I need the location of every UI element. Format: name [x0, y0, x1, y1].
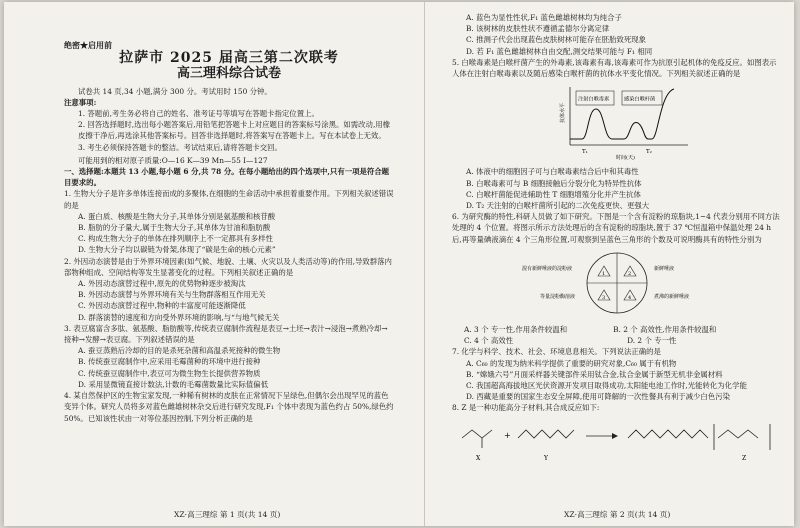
plus-sign-1: +: [504, 430, 511, 440]
question-2-option: D. 群落演替的速度和方向受外界环境的影响,与“与地气候无关: [78, 312, 280, 322]
question-7-stem: 7. 化学与科学、技术、社会、环境息息相关。下列说法正确的是: [452, 347, 661, 357]
secret-label: 绝密★启用前: [64, 40, 112, 50]
label-top-left: 混有新鲜唾液的淀粉液: [522, 265, 573, 272]
annotation-mid-text: 感染白喉杆菌: [624, 96, 656, 103]
question-4-option: D. 若 F₁ 蓝色雌雄树林自由交配,测交结果可能与 F₁ 相同: [466, 46, 653, 56]
label-x: X: [476, 454, 481, 462]
question-6-stem: 6. 为研究酶的特性,科研人员做了如下研究。下图是一个含有淀粉的琼脂块,1~4 代表分别用不同方法处理的 4 个位置。将图示所示方法处理后的含有淀粉的琼脂块,置于 37 ℃恒温箱中保温处理 24 h 后,再等量碘液滴在 4 个三角形位置,可观察到呈蓝色三角形的个数及可说明酶具有的特性分别为: [452, 212, 780, 244]
question-7-option: D. 西藏是重要的国家生态安全屏障,使用可降解的一次性餐具有利于减少白色污染: [466, 392, 730, 402]
question-3-stem: 3. 表豆腐富含多肽、氨基酸、脂肪酸等,传统表豆腐制作流程是表豆→土坯→表汁→浸泡→煮熟冷却→接种→发酵→表豆腐。下列叙述错误的是: [64, 323, 388, 345]
antibody-chart: [552, 83, 692, 161]
question-6-option: B. 2 个 高效性,作用条件较温和: [613, 325, 717, 335]
question-3-option: A. 蚕豆蒸熟后冷却的目的是杀死杂菌和高温杀死接种的微生物: [78, 346, 281, 356]
triangle-4-number: 4: [628, 294, 632, 301]
question-7-option: A. C₆₀ 的发现为纳米科学提供了重要的研究对象,C₆₀ 属于有机物: [466, 358, 677, 368]
section-heading: 一、选择题:本题共 13 小题,每小题 6 分,共 78 分。在每小题给出的四个选项中,只有一项是符合题目要求的。: [64, 167, 390, 188]
chart-y-label: 抗体水平: [560, 103, 566, 124]
right-column: [452, 12, 782, 465]
footer-left: XZ·高三理综 第 1 页(共 14 页): [174, 510, 281, 519]
question-5-option: A. 体液中的细胞因子可与白喉毒素结合后中和其毒性: [466, 167, 639, 177]
notes-heading: 注意事项:: [64, 97, 97, 107]
polymer-brackets: [714, 424, 770, 450]
question-4-option: B. 该树林的皮肤性状不遵循孟德尔分离定律: [466, 24, 610, 34]
question-3-option: D. 采用显微镜直接计数法,计数的毛霉菌数量比实际值偏低: [78, 379, 269, 389]
question-7-option: B. “嫦娥六号”月面采样器关键部件采用钛合金,钛合金属于新型无机非金属材料: [466, 369, 723, 379]
agar-block-figure: [522, 248, 712, 318]
question-6-option: D. 2 个 专一性: [627, 336, 677, 346]
annotation-left-text: 注射白喉毒素: [578, 96, 610, 103]
reaction-scheme: [452, 416, 792, 462]
question-4-stem: 4. 某自然保护区的生物宝家发现,一种稀有树林的皮肤在正常情况下呈绿色,但偶尔会出现罕见的蓝色变异个体。研究人员将多对蓝色雌雄树林杂交后进行研究发现,F₁ 个体中表现为蓝色约占 50%,绿色约 50%。已知该性状由一对等位基因控制,下列分析正确的是: [64, 391, 394, 423]
exam-sheet: [4, 2, 794, 526]
question-5-option: C. 白喉杆菌能促进辅助性 T 细胞增殖分化并产生抗体: [466, 189, 641, 199]
question-4-option: A. 蓝色为显性性状,F₁ 蓝色雌雄树林均为纯合子: [466, 13, 622, 22]
note-item: 1. 答题前,考生务必将自己的姓名、准考证号等填写在答题卡指定位置上。: [78, 109, 319, 119]
label-y: Y: [544, 454, 548, 462]
question-1-stem: 1. 生物大分子是许多单体连接而成的多聚体,在细胞的生命活动中承担着重要作用。下列相关叙述错误的是: [64, 189, 394, 210]
label-bottom-right: 煮沸的新鲜唾液: [654, 293, 690, 300]
chart-x-label: 时间(天): [616, 155, 635, 162]
question-2-option: A. 外因动态演替过程中,原先的优势物种逐步被淘汰: [78, 279, 246, 289]
label-top-right: 新鲜唾液: [654, 265, 675, 272]
triangle-1-number: 1: [602, 270, 606, 277]
question-3-option: B. 传统蚕豆腐制作中,应采用毛霉菌种的环境中进行接种: [78, 357, 261, 367]
atomic-masses: 可能用到的相对原子质量:O—16 K—39 Mn—55 I—127: [78, 155, 268, 165]
polymer-chain: [628, 430, 708, 438]
question-6-option: C. 4 个 高效性: [464, 336, 514, 346]
reaction-arrowhead: [612, 433, 618, 439]
question-6-options-row-1: [452, 324, 782, 335]
footer-right: XZ·高三理综 第 2 页(共 14 页): [564, 510, 671, 519]
question-2-stem: 2. 外因动态演替是由于外界环境因素(如气候、地貌、土壤、火灾以及人类活动等)的作用,导致群落内部物种组成、空间结构等发生显著变化的过程。下列相关叙述正确的是: [64, 256, 392, 277]
note-item: 3. 考生必须保持答题卡的整洁。考试结束后,请将答题卡交回。: [78, 142, 282, 152]
question-2-option: B. 外因动态演替与外界环境有关与生物群落相互作用无关: [78, 290, 266, 300]
question-7-option: C. 我国超高海拔地区光伏资源开发项目取得成功,太阳能电池工作时,光能转化为化学能: [466, 381, 747, 391]
question-6-options-row-2: [452, 335, 782, 346]
chart-t2-label: T₂: [646, 149, 652, 156]
question-5-stem: 5. 白喉毒素是白喉杆菌产生的外毒素,该毒素有毒,该毒素可作为抗原引起机体的免疫反应。如图表示人体在注射白喉毒素以及随后感染白喉杆菌的抗体水平变化情况。下列相关叙述正确的是: [452, 57, 777, 79]
question-6-option: A. 3 个 专一性,作用条件较温和: [464, 325, 568, 335]
triangle-3-number: 3: [602, 294, 606, 301]
note-item: 2. 回答选择题时,选出每小题答案后,用铅笔把答题卡上对应题目的答案标号涂黑。如需改动,用橡皮擦干净后,再选涂其他答案标号。回答非选择题时,将答案写在答题卡上。写在本试卷上无效。: [78, 120, 391, 141]
question-3-option: C. 传统蚕豆腐制作中,表豆可为微生物生长提供营养物质: [78, 368, 261, 378]
molecule-x: [462, 430, 492, 448]
question-5-option: B. 白喉毒素可与 B 细胞接触后分裂分化为特异性抗体: [466, 178, 642, 188]
left-column: [64, 12, 394, 424]
chart-t1-label: T₁: [582, 149, 588, 156]
question-1-option: D. 生物大分子均以碳链为骨架,体现了“碳是生命的核心元素”: [78, 245, 276, 255]
question-1-option: B. 脂肪的分子量大,属于生物大分子,其单体为甘油和脂肪酸: [78, 223, 271, 233]
label-z: Z: [742, 454, 747, 462]
label-bottom-left: 等量淀粉酶溶液: [540, 293, 576, 300]
question-2-option: C. 外因动态演替过程中,物种的丰富度可能逐渐降低: [78, 301, 246, 311]
polymer-repeat-unit: [718, 430, 758, 438]
question-4-option: C. 推测子代会出现蓝色皮肤树林可能存在胚胎致死现象: [466, 35, 647, 45]
exam-title: 拉萨市 2025 届高三第二次联考: [119, 50, 339, 67]
column-divider: [424, 2, 425, 526]
exam-subtitle: 高三理科综合试卷: [176, 66, 281, 82]
exam-info: 试卷共 14 页,34 小题,满分 300 分。考试用时 150 分钟。: [78, 86, 272, 96]
question-1-option: C. 构成生物大分子的单体在排列顺序上不一定都具有多样性: [78, 234, 273, 244]
question-8-stem: 8. Z 是一种功能高分子材料,其合成反应如下:: [452, 403, 600, 413]
question-1-option: A. 蛋白质、核酸是生物大分子,其单体分别是氨基酸和核苷酸: [78, 211, 276, 221]
molecule-y: [518, 430, 574, 438]
question-5-option: D. T₂ 天注射的白喉杆菌所引起的二次免疫更快、更强大: [466, 201, 650, 211]
triangle-2-number: 2: [628, 270, 632, 277]
